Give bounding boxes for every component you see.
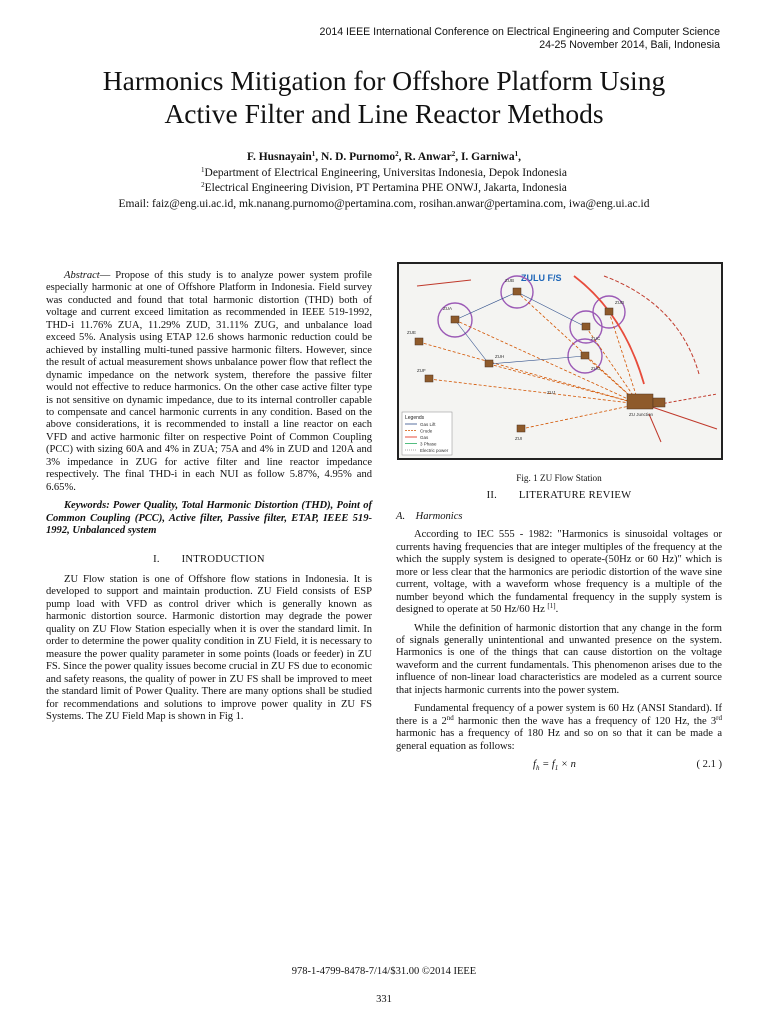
harmonics-paragraph-3: Fundamental frequency of a power system is 60 Hz (ANSI Standard). If there is a 2nd harmonic then the wave has a frequency of 120 Hz, the 3rd harmonic has a frequency of 180 Hz and so on so that it can be made a general equation as follows: [396,703,722,752]
title-line-2: Active Filter and Line Reactor Methods [164,98,604,129]
left-column [46,270,372,729]
label-zuh: ZUH [495,354,505,359]
title-line-1: Harmonics Mitigation for Offshore Platform Using [102,65,666,96]
label-zuc: ZUC [591,336,601,341]
author-block [30,150,738,212]
page-number: 331 [376,994,392,1005]
equation-formula: $f_h = f_1 \times n$ [533,759,576,773]
label-zua: ZUA [443,306,452,311]
label-zui: ZUI [515,436,523,441]
affiliation-2: $^2$Electrical Engineering Division, PT Pertamina PHE ONWJ, Jakarta, Indonesia [201,181,567,194]
label-zu-junction: ZU Junction [629,412,654,417]
legend-gas: Gas [420,435,429,440]
field-map-svg [399,264,721,458]
author-names: F. Husnayain$^1$, N. D. Purnomo$^2$, R. Anwar$^2$, I. Garniwa$^1$, [247,150,521,163]
label-zuf: ZUF [417,368,426,373]
abstract [46,270,372,494]
subsection-heading-harmonics: A. Harmonics [396,510,463,522]
equation-2-1 [396,759,722,775]
legend-crude: Crude [420,428,433,434]
legend-title: Legends [405,415,425,421]
introduction-paragraph: ZU Flow station is one of Offshore flow stations in Indonesia. It is developed to support and maintain production. ZU Field consists of ESP pump load with VFD as control driver which is generally known as harmonic distortion source. Harmonic distortion may degrade the power quality on ZU Flow Station especially when it is over the standard limit. In order to determine the power quality condition in ZU Field, it is necessary to measure the power quality parameter in some points (loads or feeder) in ZU FS. Since the power quality issues become crucial in ZU FS due to economic and safety reasons, the quality of power in ZU FS shall be improved to meet the standard limit of Power Quality. There are many options shall be studied for recommendations and solutions to improve power quality in ZU FS Systems. The ZU Field Map is shown in Fig 1. [46,573,372,722]
right-column [396,472,722,775]
section-heading-literature-review: II. LITERATURE REVIEW [486,490,632,502]
label-zud: ZUD [615,300,625,305]
legend-gas-lift: Gas Lift [420,422,436,427]
equation-number: ( 2.1 ) [696,759,722,771]
figure-zu-flow-station-map [397,262,723,460]
conference-header [320,26,720,52]
harmonics-paragraph-1: According to IEC 555 - 1982: "Harmonics is sinusoidal voltages or currents having frequencies that are integer multiples of the frequency at the which the supply system is designed to operate-(50Hz or 60 Hz)" which is more or less clear that the harmonics are periodic distortion of the wave sine current, voltage, with a waveform whose frequency is a multiple of the number beyond which the fundamental frequency in the supply system is designed to operate at 50 Hz/60 Hz [1]. [396,529,722,616]
label-zug: ZUG [591,366,601,371]
author-emails: Email: faiz@eng.ui.ac.id, mk.nanang.purnomo@pertamina.com, rosihan.anwar@pertamina.com, iwa@eng.ui.ac.id [118,197,650,210]
harmonics-paragraph-2: While the definition of harmonic distortion that any change in the form of signals generally unintentional and unwanted presence on the system. Harmonics is one of the things that can cause distortion on the voltage waveform and the current fundamentals. This phenomenon arises due to the influence of non-linear load characteristics are modeled as a current source that injects harmonic currents into the power system. [396,622,722,696]
section-heading-introduction: I. INTRODUCTION [153,553,265,565]
abstract-label: Abstract [64,270,100,281]
abstract-text: — Propose of this study is to analyze power system profile especially harmonic at one of Offshore Platform in Indonesia. Field survey was conducted and found that total harmonic distortion (THD) both of voltage and current exceed limitation as recommended in IEEE 519-1992, THD-i 11.76% ZUA, 11.29% ZUD, 31.11% ZUG, and unbalance load exceed 5%. Analysis using ETAP 12.6 shows harmonic reduction could be achieved by installing multi-tuned passive harmonic filters. However, since the result of actual measurement shows unbalance power flow that reflect the dynamic impedance on the network system, therefore the passive filter would not effective to reduce harmonics. On the other case active filter type is not sensitive on dynamic impedance, due to its internal controller capable to compensate and cancel harmonic currents in any condition. Based on the above considerations, it is recommended to install a line reactor on each VFD and active harmonic filter on respective Point of Common Coupling (PCC) with sizing 60A and 4% in ZUA; 75A and 4% in ZUD and 120A and 3% impedance in ZUG for active filter and line reactor impedance respectively. The final THD-i in each NUI as follow 5.87%, 4.95% and 6.65%. [46,270,372,493]
affiliation-1: $^1$Department of Electrical Engineering, Universitas Indonesia, Depok Indonesia [201,165,567,179]
legend-electric-power: Electric power [420,448,449,453]
copyright-line: 978-1-4799-8478-7/14/$31.00 ©2014 IEEE [291,966,477,977]
conference-date-place: 24-25 November 2014, Bali, Indonesia [539,39,720,51]
keywords: Keywords: Power Quality, Total Harmonic Distortion (THD), Point of Common Coupling (PCC), Active filter, Passive filter, ETAP, IEEE 519-1992, Unbalanced system [46,500,372,537]
map-title: ZULU F/S [521,273,562,283]
figure-caption: Fig. 1 ZU Flow Station [516,473,602,483]
paper-title [30,64,738,130]
label-zue: ZUE [407,330,416,335]
label-zuj: ZUJ [547,390,556,395]
label-zub: ZUB [505,278,514,283]
conference-name: 2014 IEEE International Conference on Electrical Engineering and Computer Science [319,26,720,38]
legend-3-phase: 3 Phase [420,441,437,447]
